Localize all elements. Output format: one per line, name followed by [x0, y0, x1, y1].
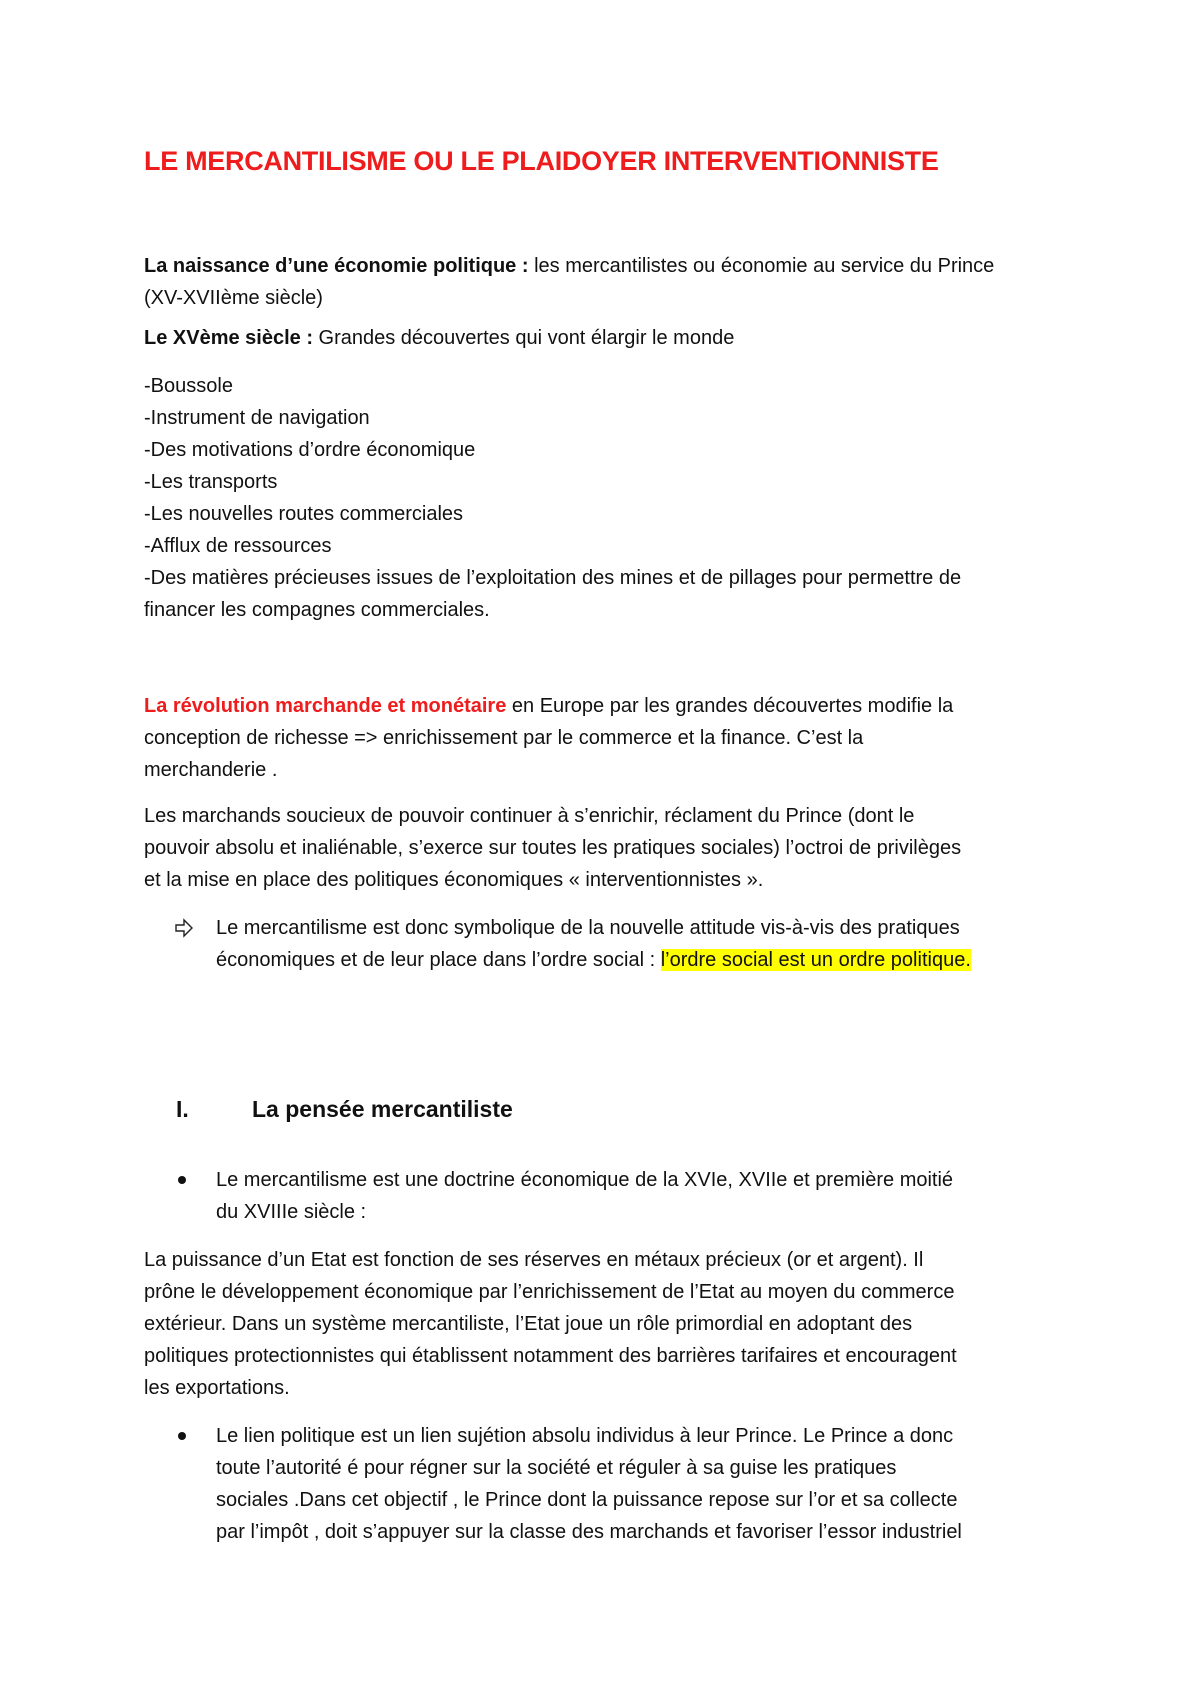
- bullet2-line2: toute l’autorité é pour régner sur la société et réguler à sa guise les pratiques: [216, 1457, 897, 1479]
- bullet1-line1: Le mercantilisme est une doctrine économique de la XVIe, XVIIe et première moitié: [216, 1169, 954, 1191]
- power-line3: extérieur. Dans un système mercantiliste, l’Etat joue un rôle primordial en adoptant des: [144, 1313, 913, 1335]
- power-paragraph: [144, 1244, 1064, 1404]
- arrow-list-item: [174, 912, 1064, 976]
- century-text: Grandes découvertes qui vont élargir le monde: [312, 327, 735, 349]
- list-item: -Les transports: [144, 471, 278, 493]
- arrow-right-outline-icon: [174, 912, 194, 954]
- bullet2-line1: Le lien politique est un lien sujétion absolu individus à leur Prince. Le Prince a donc: [216, 1425, 954, 1447]
- list-item: -Les nouvelles routes commerciales: [144, 503, 464, 525]
- list-item: -Afflux de ressources: [144, 535, 332, 557]
- merchants-line2: pouvoir absolu et inaliénable, s’exerce sur toutes les pratiques sociales) l’octroi de privilèges: [144, 837, 962, 859]
- bullet-list-item: [174, 1420, 1064, 1548]
- merchants-line3: et la mise en place des politiques économiques « interventionnistes ».: [144, 869, 764, 891]
- revolution-text-line1: en Europe par les grandes découvertes modifie la: [506, 695, 954, 717]
- arrow-item-line2: économiques et de leur place dans l’ordre social :: [216, 949, 661, 971]
- bullet2-line4: par l’impôt , doit s’appuyer sur la classe des marchands et favoriser l’essor industriel: [216, 1521, 962, 1543]
- revolution-text-line2: conception de richesse => enrichissement par le commerce et la finance. C’est la: [144, 727, 864, 749]
- revolution-red-label: La révolution marchande et monétaire: [144, 695, 507, 717]
- revolution-text-line3: merchanderie .: [144, 759, 278, 781]
- highlighted-text: l’ordre social est un ordre politique.: [660, 949, 971, 971]
- bullet-list-item: [174, 1164, 1064, 1228]
- merchants-line1: Les marchands soucieux de pouvoir continuer à s’enrichir, réclament du Prince (dont le: [144, 805, 915, 827]
- power-line2: prône le développement économique par l’enrichissement de l’Etat au moyen du commerce: [144, 1281, 955, 1303]
- list-item: -Instrument de navigation: [144, 407, 370, 429]
- section-number: I.: [176, 1096, 189, 1122]
- century-paragraph: [144, 322, 1064, 354]
- power-line4: politiques protectionnistes qui établissent notamment des barrières tarifaires et encouragent: [144, 1345, 957, 1367]
- bullet-dot-icon: [176, 1164, 196, 1206]
- section-heading: [176, 1096, 513, 1123]
- intro-text: les mercantilistes ou économie au service du Prince: [528, 255, 995, 277]
- section-title: La pensée mercantiliste: [252, 1096, 513, 1122]
- century-bold-label: Le XVème siècle :: [144, 327, 313, 349]
- intro-paragraph: [144, 250, 1064, 314]
- document-title: LE MERCANTILISME OU LE PLAIDOYER INTERVENTIONNISTE: [144, 146, 939, 176]
- list-item: financer les compagnes commerciales.: [144, 599, 490, 621]
- bullet-dot-icon: [176, 1420, 196, 1462]
- merchants-paragraph: [144, 800, 1064, 896]
- list-item: -Des matières précieuses issues de l’exploitation des mines et de pillages pour permettre de: [144, 567, 962, 589]
- list-item: -Boussole: [144, 375, 233, 397]
- list-item: -Des motivations d’ordre économique: [144, 439, 476, 461]
- discoveries-list: [144, 370, 1064, 626]
- revolution-paragraph: [144, 690, 1064, 786]
- bullet2-line3: sociales .Dans cet objectif , le Prince dont la puissance repose sur l’or et sa collecte: [216, 1489, 958, 1511]
- power-line1: La puissance d’un Etat est fonction de ses réserves en métaux précieux (or et argent). Il: [144, 1249, 924, 1271]
- bullet1-line2: du XVIIIe siècle :: [216, 1201, 367, 1223]
- intro-bold-label: La naissance d’une économie politique :: [144, 255, 529, 277]
- power-line5: les exportations.: [144, 1377, 290, 1399]
- arrow-item-line1: Le mercantilisme est donc symbolique de la nouvelle attitude vis-à-vis des pratiques: [216, 917, 960, 939]
- intro-text-line2: (XV-XVIIème siècle): [144, 287, 323, 309]
